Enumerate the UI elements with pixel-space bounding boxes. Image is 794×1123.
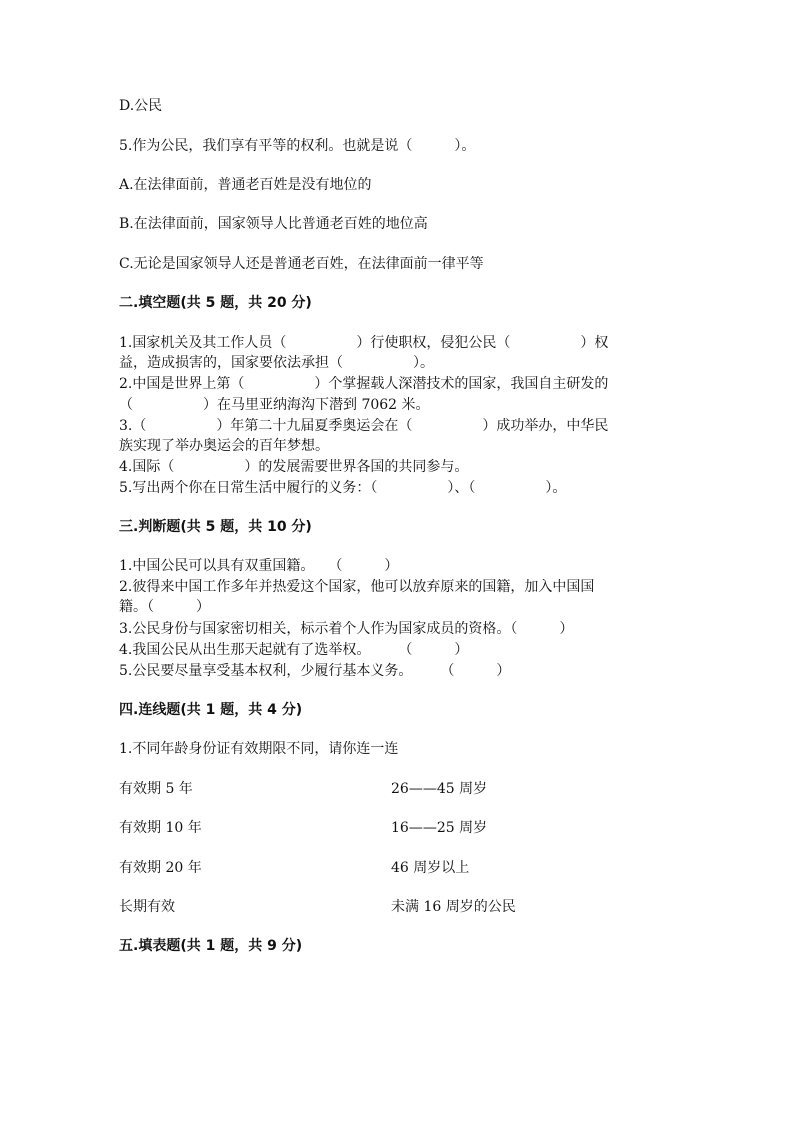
match-left-item: 长期有效 <box>119 899 175 915</box>
fill-line: 1.国家机关及其工作人员（ ）行使职权，侵犯公民（ ）权 <box>119 335 609 351</box>
judge-line: 4.我国公民从出生那天起就有了选举权。 （ ） <box>119 642 469 658</box>
q5-option-a: A.在法律面前，普通老百姓是没有地位的 <box>119 177 372 193</box>
match-left-item: 有效期 5 年 <box>119 781 193 797</box>
judge-line: 3.公民身份与国家密切相关，标示着个人作为国家成员的资格。（ ） <box>119 621 574 637</box>
match-stem: 1.不同年龄身份证有效期限不同，请你连一连 <box>119 741 399 757</box>
match-left-item: 有效期 20 年 <box>119 860 202 876</box>
judge-line: 1.中国公民可以具有双重国籍。 （ ） <box>119 558 399 574</box>
fill-line: 5.写出两个你在日常生活中履行的义务：（ ）、（ ）。 <box>119 480 567 496</box>
fill-line: 4.国际（ ）的发展需要世界各国的共同参与。 <box>119 459 469 475</box>
match-right-item: 未满 16 周岁的公民 <box>391 899 516 915</box>
judge-line: 5.公民要尽量享受基本权利，少履行基本义务。 （ ） <box>119 663 511 679</box>
judge-line: 籍。（ ） <box>119 599 210 615</box>
judge-line: 2.彼得来中国工作多年并热爱这个国家，他可以放弃原来的国籍，加入中国国 <box>119 579 595 595</box>
section4-title: 四.连线题(共 1 题，共 4 分) <box>119 702 303 718</box>
fill-line: 3.（ ）年第二十九届夏季奥运会在（ ）成功举办，中华民 <box>119 418 609 434</box>
q5-stem: 5.作为公民，我们享有平等的权利。也就是说（ ）。 <box>119 138 476 154</box>
match-right-item: 26——45 周岁 <box>391 781 488 797</box>
fill-line: 2.中国是世界上第（ ）个掌握载人深潜技术的国家，我国自主研发的 <box>119 376 609 392</box>
q5-option-b: B.在法律面前，国家领导人比普通老百姓的地位高 <box>119 216 428 232</box>
fill-line: （ ）在马里亚纳海沟下潜到 7062 米。 <box>119 397 430 413</box>
section5-title: 五.填表题(共 1 题，共 9 分) <box>119 938 303 954</box>
q5-option-c: C.无论是国家领导人还是普通老百姓，在法律面前一律平等 <box>119 256 484 272</box>
match-right-item: 16——25 周岁 <box>391 820 488 836</box>
match-left-item: 有效期 10 年 <box>119 820 202 836</box>
fill-line: 益，造成损害的，国家要依法承担（ ）。 <box>119 355 434 371</box>
fill-line: 族实现了举办奥运会的百年梦想。 <box>119 438 329 454</box>
section3-title: 三.判断题(共 5 题，共 10 分) <box>119 519 312 535</box>
section2-title: 二.填空题(共 5 题，共 20 分) <box>119 295 312 311</box>
option-d: D.公民 <box>119 98 163 114</box>
match-right-item: 46 周岁以上 <box>391 860 470 876</box>
